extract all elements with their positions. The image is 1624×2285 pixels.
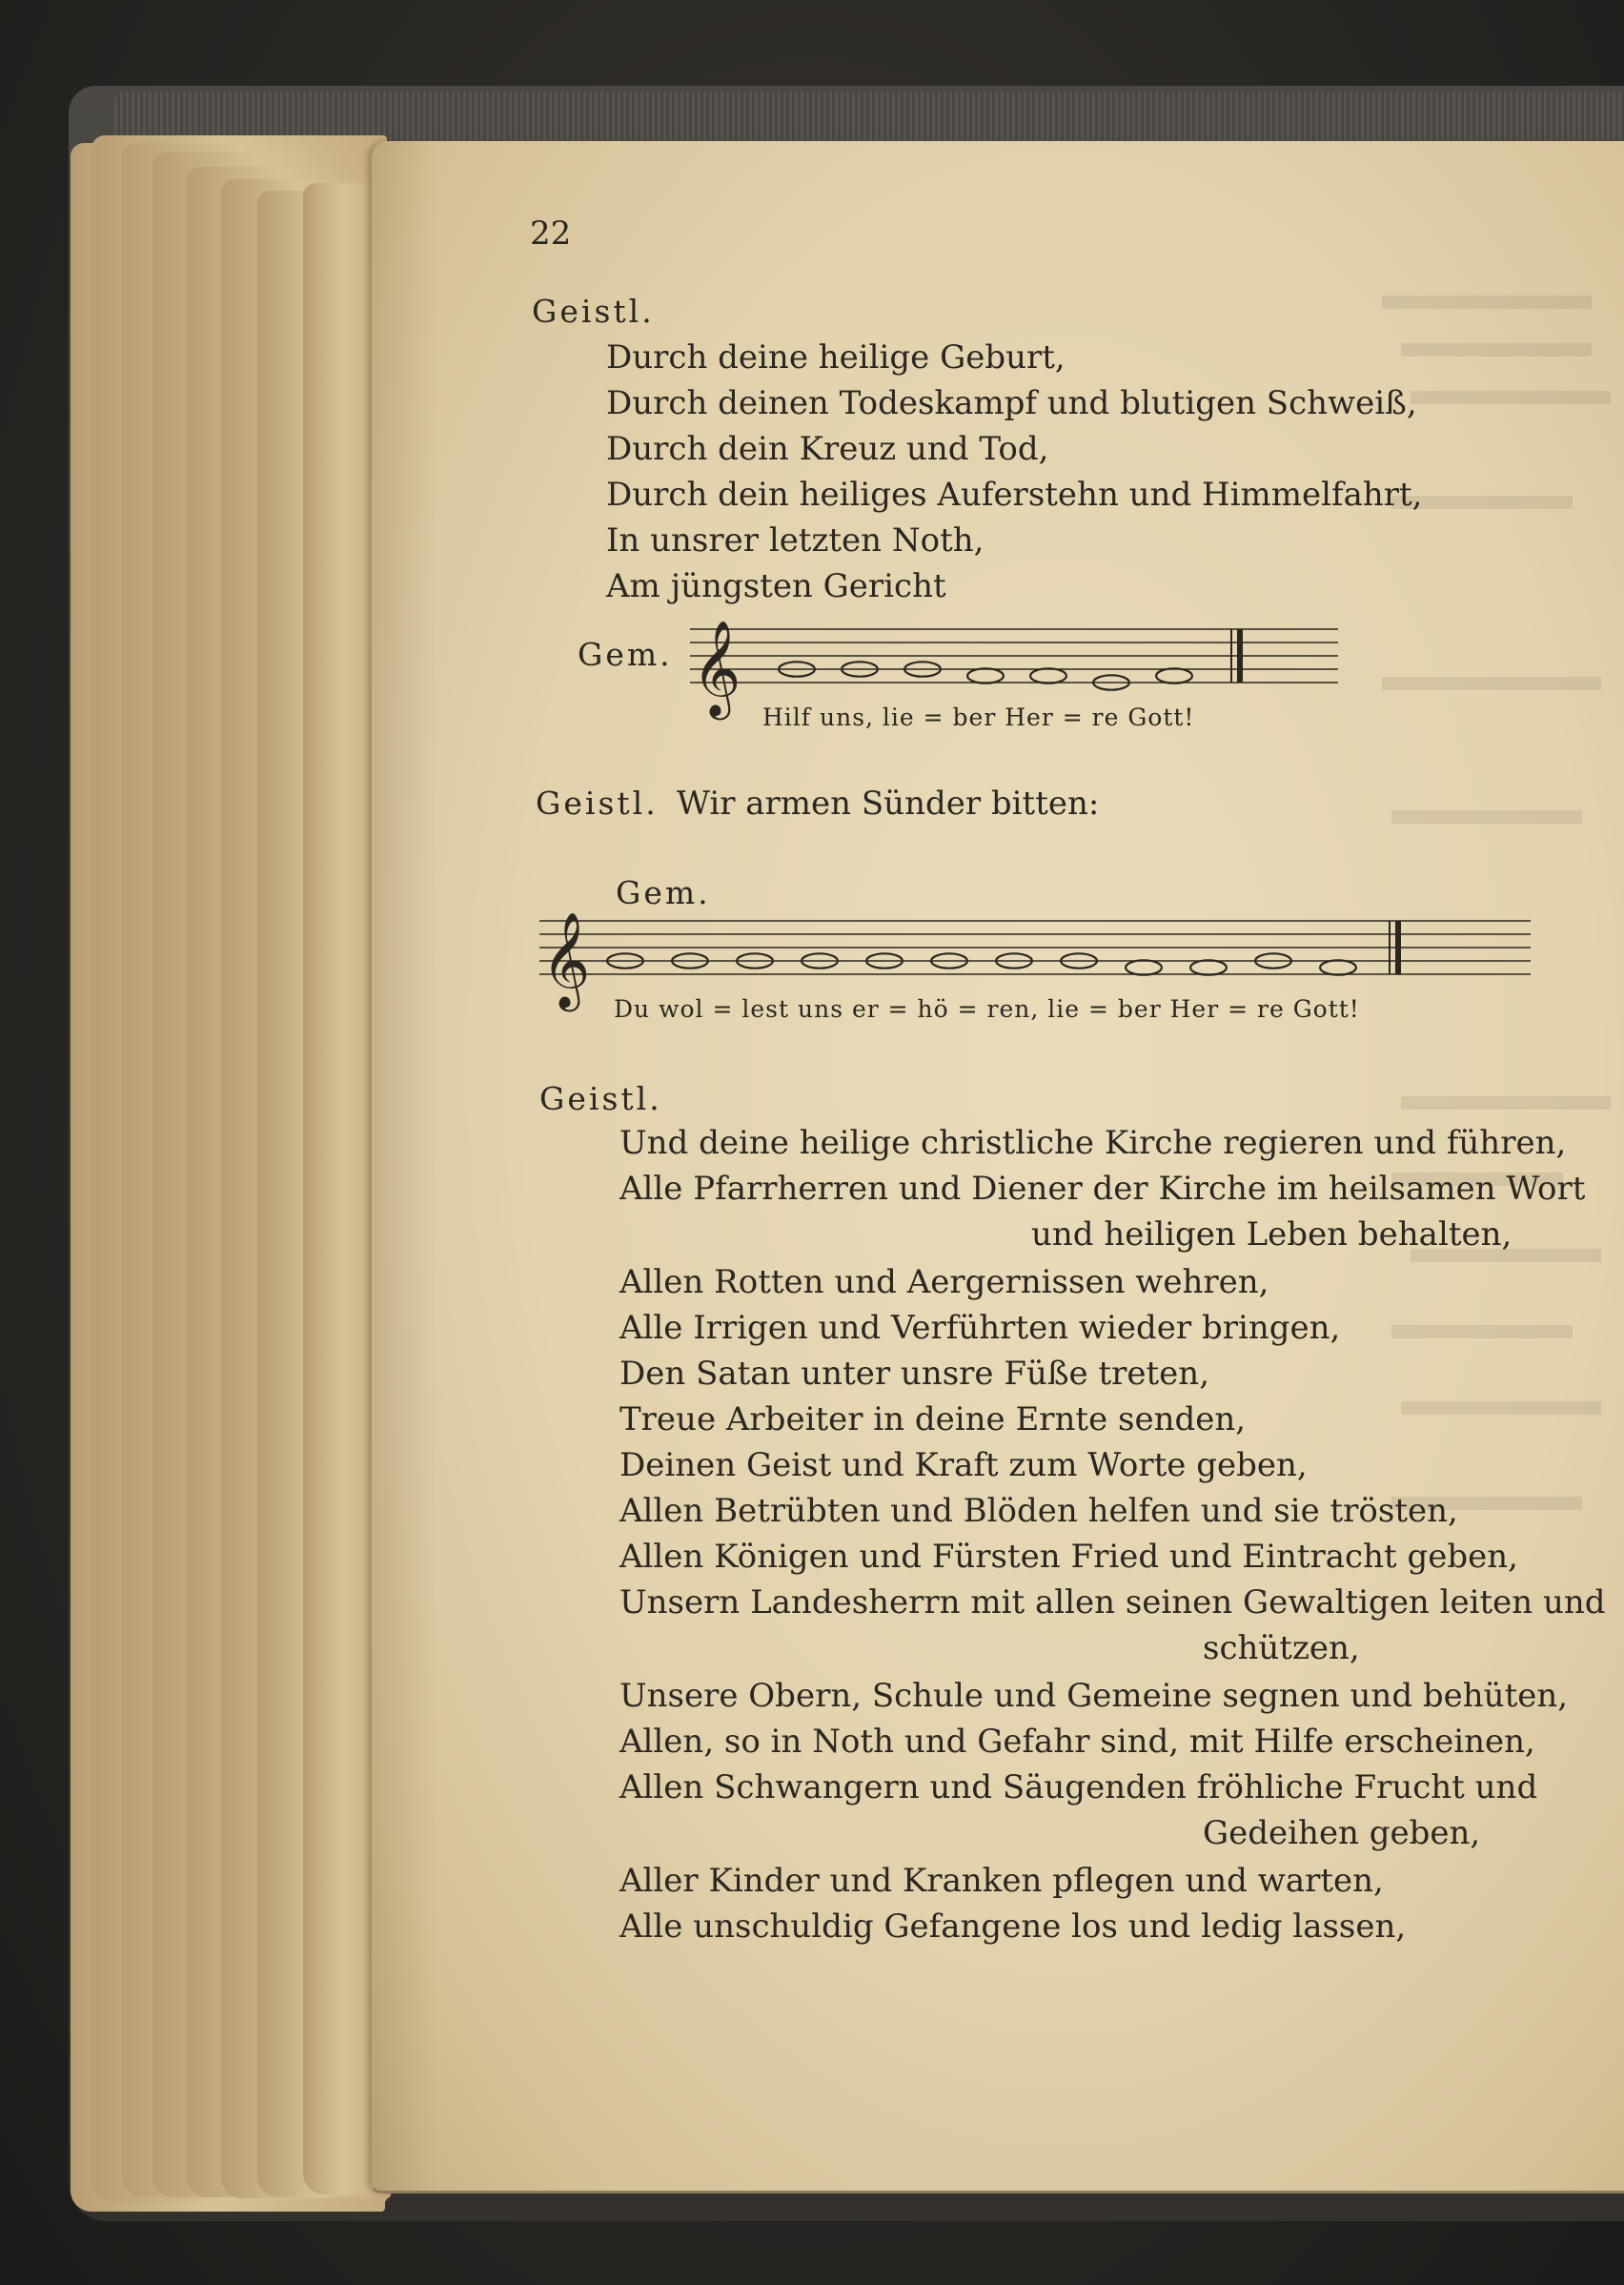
text-line: Den Satan unter unsre Füße treten,	[619, 1355, 1210, 1393]
text-line: schützen,	[1203, 1629, 1360, 1667]
text-line: Alle unschuldig Gefangene los und ledig lassen,	[619, 1908, 1407, 1946]
text-line: Wir armen Sünder bitten:	[677, 785, 1100, 823]
note-head	[967, 668, 1004, 683]
text-line: Am jüngsten Gericht	[606, 567, 946, 605]
text-line: Treue Arbeiter in deine Ernte senden,	[619, 1400, 1247, 1438]
note-head	[1030, 668, 1066, 683]
text-line: Durch dein Kreuz und Tod,	[606, 430, 1049, 468]
text-line: Deinen Geist und Kraft zum Worte geben,	[619, 1446, 1308, 1484]
speaker-label: Geistl.	[536, 785, 659, 822]
text-line: Unsern Landesherrn mit allen seinen Gewaltigen leiten und	[619, 1583, 1606, 1622]
bar-line-thick	[1395, 921, 1401, 974]
note-head	[1320, 960, 1356, 974]
text-line: Alle Irrigen und Verführten wieder bringen,	[619, 1309, 1341, 1347]
note-head	[1190, 960, 1227, 974]
text-line: Allen Schwangern und Säugenden fröhliche Frucht und	[619, 1768, 1538, 1806]
text-line: Gedeihen geben,	[1203, 1814, 1481, 1852]
text-line: Alle Pfarrherren und Diener der Kirche im heilsamen Wort	[619, 1170, 1586, 1208]
note-head	[1126, 960, 1162, 974]
text-line: Allen Rotten und Aergernissen wehren,	[619, 1263, 1269, 1301]
text-line: Und deine heilige christliche Kirche regieren und führen,	[619, 1124, 1567, 1162]
text-line: Aller Kinder und Kranken pflegen und warten,	[619, 1862, 1384, 1900]
bleed-through-text	[1372, 276, 1620, 1897]
text-line: Allen, so in Noth und Gefahr sind, mit Hilfe erscheinen,	[619, 1723, 1535, 1761]
treble-clef-icon: 𝄞	[692, 620, 741, 716]
music-lyrics: Du wol = lest uns er = hö = ren, lie = ber Her = re Gott!	[614, 995, 1360, 1023]
text-line: und heiligen Leben behalten,	[1031, 1215, 1512, 1254]
text-line: Durch deine heilige Geburt,	[606, 338, 1066, 377]
text-line: Allen Betrübten und Blöden helfen und sie trösten,	[619, 1492, 1458, 1530]
text-line: Unsere Obern, Schule und Gemeine segnen und behüten,	[619, 1677, 1569, 1715]
speaker-label: Geistl.	[532, 293, 655, 330]
text-line: In unsrer letzten Noth,	[606, 521, 985, 560]
speaker-label: Geistl.	[539, 1080, 662, 1117]
music-lyrics: Hilf uns, lie = ber Her = re Gott!	[762, 704, 1195, 731]
bar-line-thick	[1237, 629, 1243, 683]
page-number: 22	[530, 214, 572, 253]
text-line: Allen Königen und Fürsten Fried und Eintracht geben,	[619, 1538, 1518, 1576]
speaker-label: Gem.	[616, 874, 711, 911]
text-line: Durch deinen Todeskampf und blutigen Schweiß,	[606, 384, 1417, 422]
note-head	[1156, 668, 1192, 683]
text-line: Durch dein heiliges Auferstehn und Himmelfahrt,	[606, 476, 1423, 514]
speaker-label: Gem.	[578, 636, 673, 673]
treble-clef-icon: 𝄞	[541, 911, 591, 1008]
